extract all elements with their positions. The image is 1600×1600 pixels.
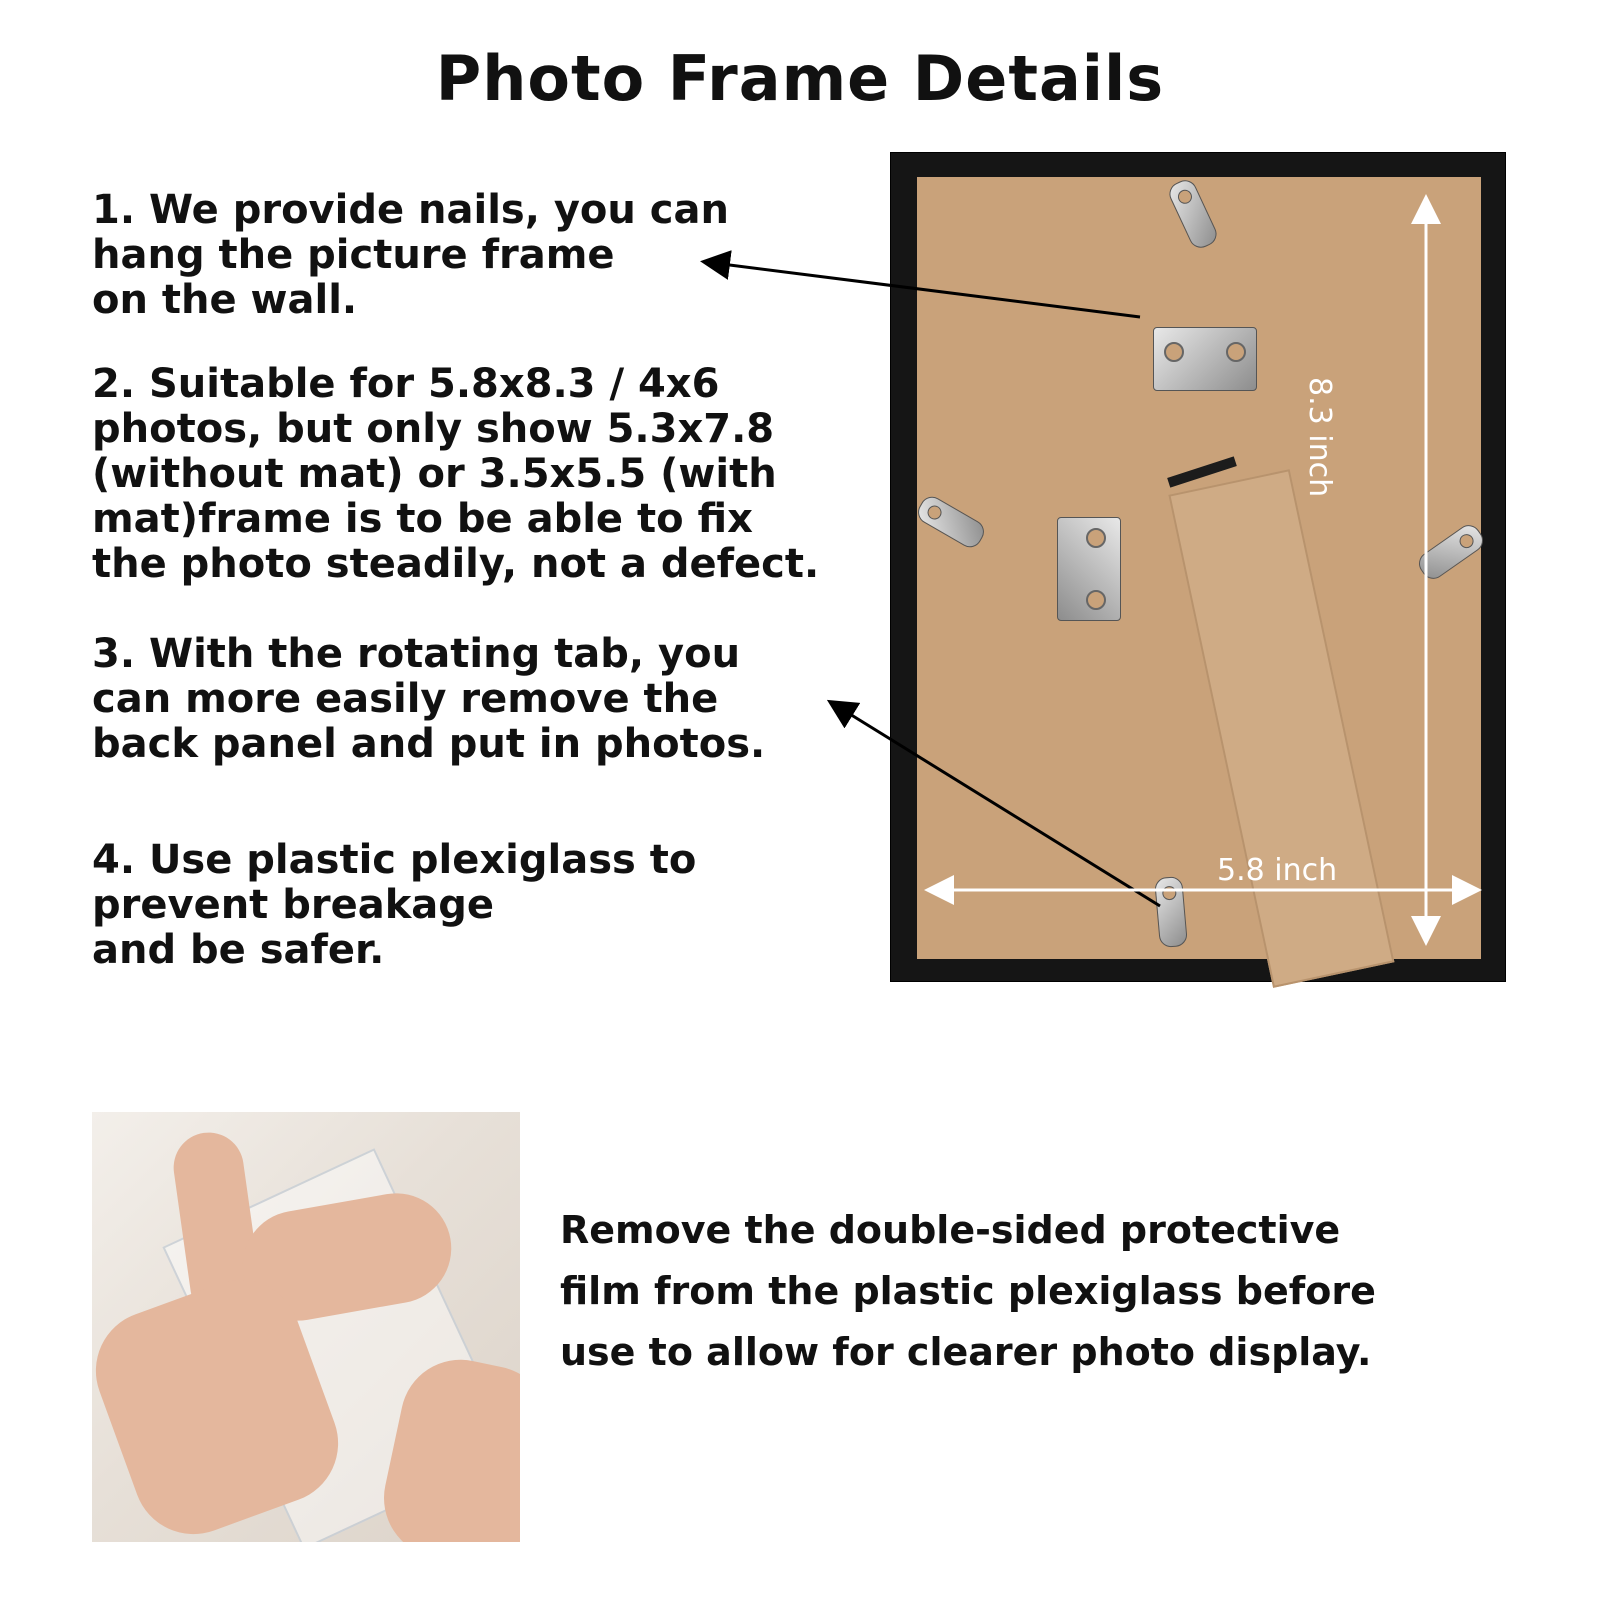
film-removal-note: Remove the double-sided protective film from the plastic plexiglass before use to allow for clearer photo display. (560, 1208, 1376, 1374)
sawtooth-hanger-icon (1057, 517, 1121, 621)
rotating-tab-icon (1414, 520, 1487, 583)
height-dimension-label: 8.3 inch (1302, 377, 1337, 498)
width-dimension-label: 5.8 inch (1217, 853, 1338, 888)
frame-back-illustration (890, 152, 1506, 982)
sawtooth-hanger-icon (1153, 327, 1257, 391)
feature-plexiglass: 4. Use plastic plexiglass to prevent breakage and be safer. (92, 837, 697, 973)
frame-backboard (917, 177, 1481, 959)
rotating-tab-icon (1154, 876, 1188, 948)
rotating-tab-icon (1166, 176, 1221, 251)
rotating-tab-icon (914, 492, 989, 551)
page-title: Photo Frame Details (435, 42, 1165, 115)
feature-nails: 1. We provide nails, you can hang the picture frame on the wall. (92, 187, 729, 323)
film-removal-photo (92, 1112, 520, 1542)
feature-rotating-tab: 3. With the rotating tab, you can more easily remove the back panel and put in photos. (92, 631, 766, 767)
feature-photo-sizes: 2. Suitable for 5.8x8.3 / 4x6 photos, but only show 5.3x7.8 (without mat) or 3.5x5.5 (with mat)frame is to be able to fix the photo steadily, not a defect. (92, 361, 820, 587)
kickstand-easel (1168, 469, 1394, 988)
